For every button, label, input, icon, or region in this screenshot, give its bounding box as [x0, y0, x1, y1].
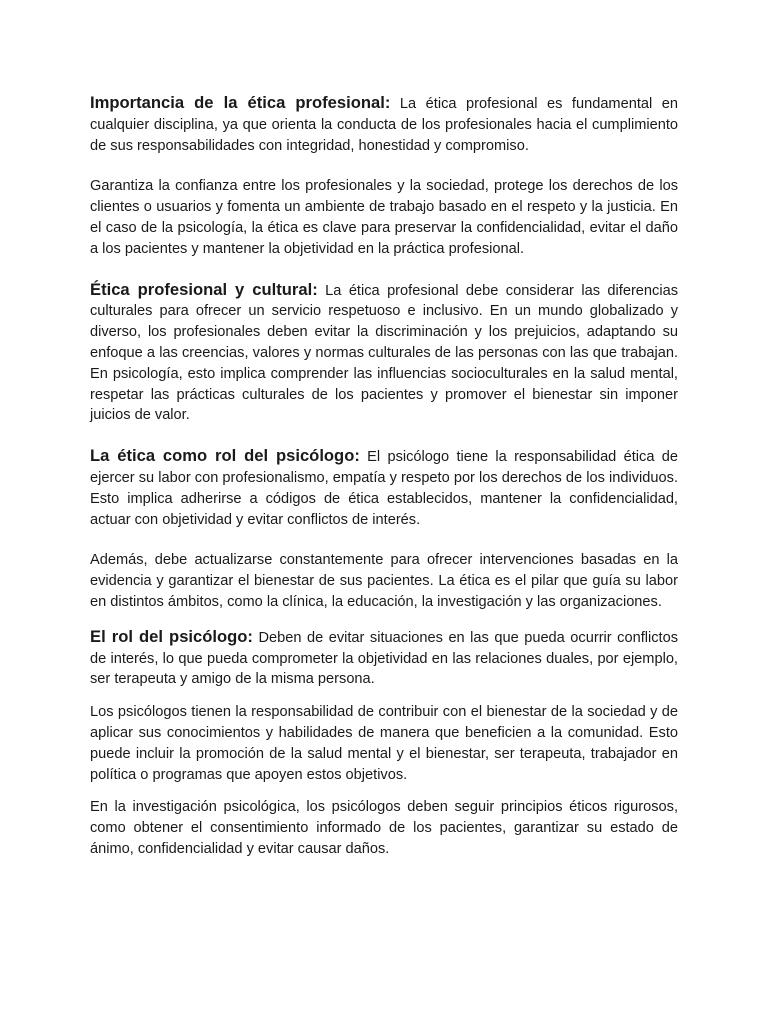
section-heading: Ética profesional y cultural: [90, 279, 318, 299]
paragraph-importancia [90, 93, 678, 156]
paragraph-text: Además, debe actualizarse constantemente para ofrecer intervenciones basadas en la evidencia y garantizar el bienestar de sus pacientes. La ética es el pilar que guía su labor en distintos ámbitos, como la clínica, la educación, la investigación y las organizaciones. [90, 552, 678, 610]
paragraph-text: La ética profesional es fundamental en cualquier disciplina, ya que orienta la conducta de los profesionales hacia el cumplimiento de sus responsabilidades con integridad, honestidad y compromiso. [90, 96, 678, 154]
paragraph-investigacion [90, 797, 678, 859]
paragraph-text: En la investigación psicológica, los psicólogos deben seguir principios éticos rigurosos, como obtener el consentimiento informado de los pacientes, garantizar su estado de ánimo, confidencialidad y evitar causar daños. [90, 799, 678, 857]
paragraph-etica-cultural [90, 280, 678, 427]
section-heading: La ética como rol del psicólogo: [90, 446, 360, 466]
paragraph-text: El psicólogo tiene la responsabilidad ética de ejercer su labor con profesionalismo, empatía y respeto por los derechos de los individuos. Esto implica adherirse a códigos de ética establecidos, mantener la confidencialidad, actuar con objetividad y evitar conflictos de interés. [90, 449, 678, 528]
section-heading: Importancia de la ética profesional: [90, 93, 391, 112]
paragraph-responsabilidad [90, 702, 678, 785]
paragraph-text: Deben de evitar situaciones en las que pueda ocurrir conflictos de interés, lo que pueda comprometer la objetividad en las relaciones duales, por ejemplo, ser terapeuta y amigo de la misma persona. [90, 629, 678, 688]
paragraph-text: Garantiza la confianza entre los profesionales y la sociedad, protege los derechos de los clientes o usuarios y fomenta un ambiente de trabajo basado en el respeto y la justicia. En el caso de la psicología, la ética es clave para preservar la confidencialidad, evitar el daño a los pacientes y mantener la objetividad en la práctica profesional. [90, 178, 678, 257]
paragraph-etica-rol [90, 446, 678, 530]
paragraph-text: Los psicólogos tienen la responsabilidad de contribuir con el bienestar de la sociedad y de aplicar sus conocimientos y habilidades de manera que beneficien a la comunidad. Esto puede incluir la promoción de la salud mental y el bienestar, ser terapeuta, trabajador en política o programas que apoyen estos objetivos. [90, 704, 678, 783]
paragraph-ademas [90, 550, 678, 612]
paragraph-rol-psicologo [90, 627, 678, 690]
section-heading: El rol del psicólogo: [90, 626, 253, 646]
paragraph-text: La ética profesional debe considerar las diferencias culturales para ofrecer un servicio respetuoso e inclusivo. En un mundo globalizado y diverso, los profesionales deben evitar la discriminación y los prejuicios, adaptando su enfoque a las creencias, valores y normas culturales de las personas con las que trabajan. En psicología, esto implica comprender las influencias socioculturales en la salud mental, respetar las prácticas culturales de los pacientes y promover el bienestar sin imponer juicios de valor. [90, 282, 678, 424]
paragraph-garantiza [90, 176, 678, 259]
